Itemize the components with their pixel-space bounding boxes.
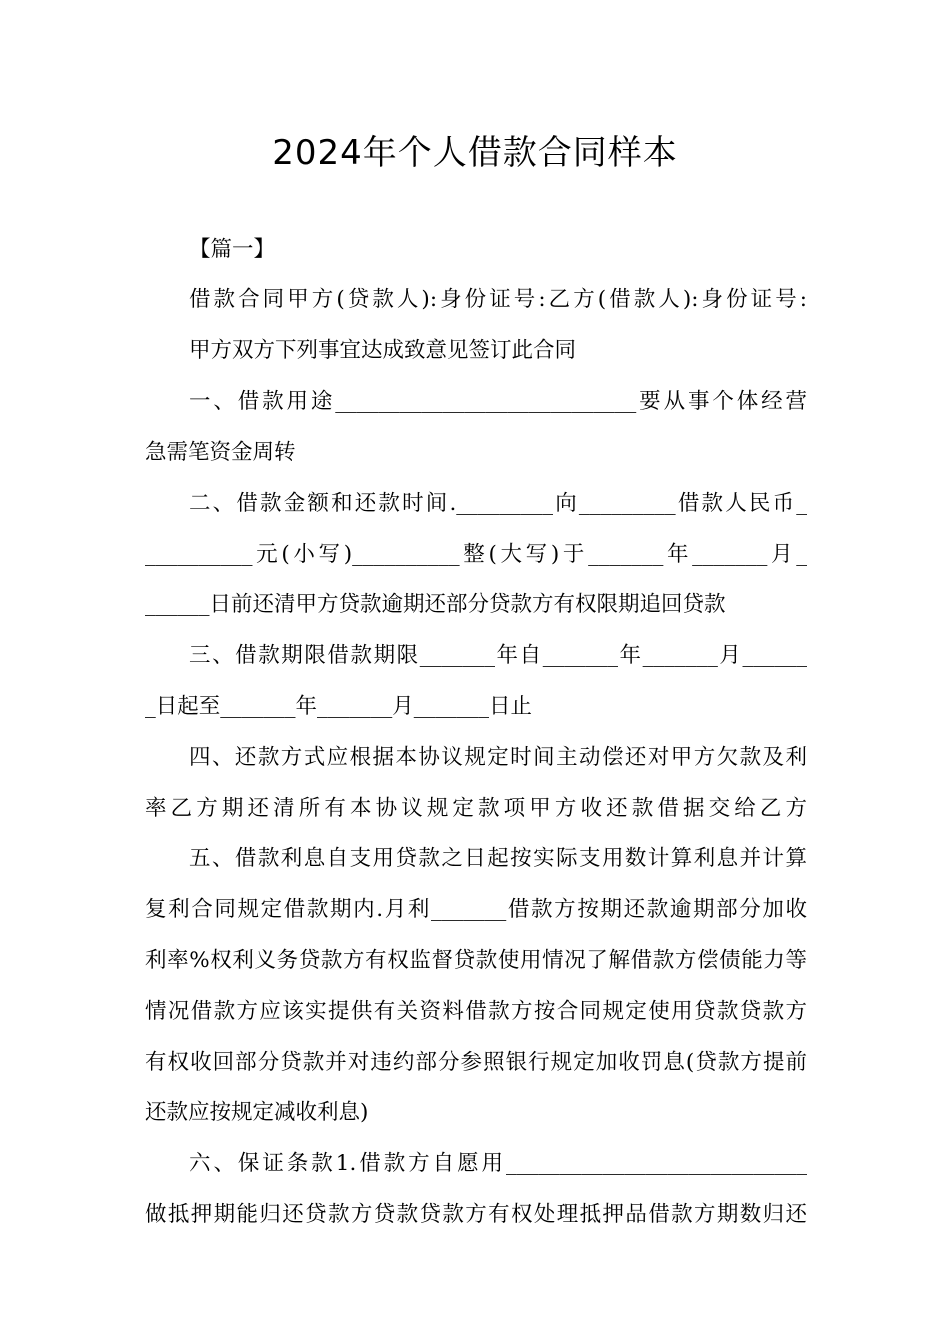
paragraph-line: 三、借款期限借款期限_______年自_______年_______月______ xyxy=(189,643,807,668)
paragraph-line: 还款应按规定减收利息) xyxy=(145,1100,369,1125)
paragraph-line: 情况借款方应该实提供有关资料借款方按合同规定使用贷款贷款方 xyxy=(145,999,807,1024)
paragraph-line: _日起至_______年_______月_______日止 xyxy=(145,694,533,719)
paragraph-line: 四、还款方式应根据本协议规定时间主动偿还对甲方欠款及利 xyxy=(189,745,807,770)
paragraph-line: 复利合同规定借款期内.月利_______借款方按期还款逾期部分加收 xyxy=(145,897,807,922)
paragraph-line: 二、借款金额和还款时间._________向_________借款人民币_ xyxy=(189,491,807,516)
paragraph-line: 六、保证条款1.借款方自愿用____________________________ xyxy=(189,1151,807,1176)
paragraph-line: __________元(小写)__________整(大写)于_______年_______月_ xyxy=(145,542,807,567)
paragraph-line: 甲方双方下列事宜达成致意见签订此合同 xyxy=(189,338,577,363)
section-heading: 【篇一】 xyxy=(189,237,276,262)
document-title: 2024年个人借款合同样本 xyxy=(272,133,678,173)
paragraph-line: 有权收回部分贷款并对违约部分参照银行规定加收罚息(贷款方提前 xyxy=(145,1050,807,1075)
paragraph-line: 借款合同甲方(贷款人):身份证号:乙方(借款人):身份证号: xyxy=(189,287,807,312)
paragraph-line: 做抵押期能归还贷款方贷款贷款方有权处理抵押品借款方期数归还 xyxy=(145,1202,807,1227)
paragraph-line: 率乙方期还清所有本协议规定款项甲方收还款借据交给乙方 xyxy=(145,796,807,821)
paragraph-line: 一、借款用途____________________________要从事个体经营 xyxy=(189,389,807,414)
paragraph-line: 五、借款利息自支用贷款之日起按实际支用数计算利息并计算 xyxy=(189,846,807,871)
paragraph-line: ______日前还清甲方贷款逾期还部分贷款方有权限期追回贷款 xyxy=(145,592,726,617)
paragraph-line: 利率%权利义务贷款方有权监督贷款使用情况了解借款方偿债能力等 xyxy=(145,948,807,973)
paragraph-line: 急需笔资金周转 xyxy=(145,440,296,465)
